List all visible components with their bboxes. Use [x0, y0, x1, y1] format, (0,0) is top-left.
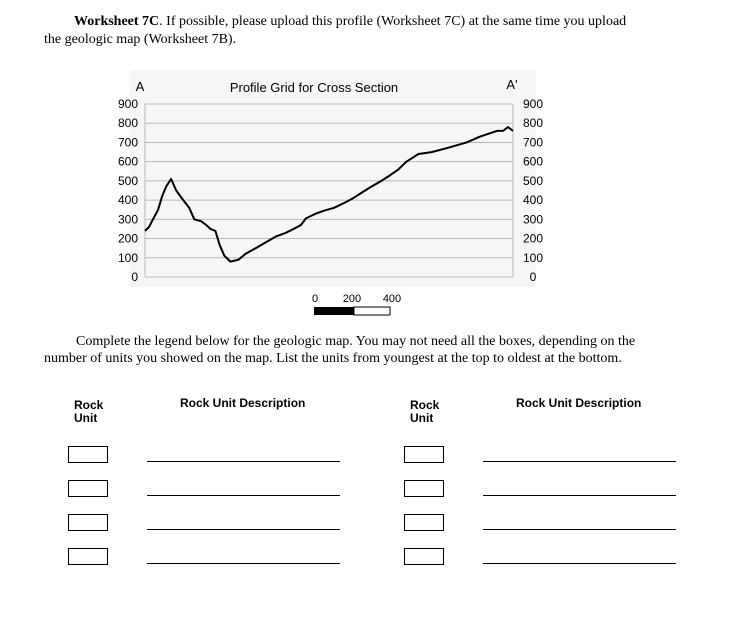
left-description-header: Rock Unit Description: [180, 396, 306, 410]
scale-bar-white: [354, 307, 390, 315]
description-line[interactable]: [483, 529, 676, 530]
y-tick-label-right: 700: [522, 135, 544, 150]
y-tick-label-right: 400: [522, 193, 544, 208]
description-line[interactable]: [147, 495, 340, 496]
scale-bar: [312, 293, 401, 315]
y-tick-label-right: 300: [522, 212, 544, 227]
right-description-header: Rock Unit Description: [516, 396, 642, 410]
y-tick-label-left: 800: [117, 116, 138, 131]
description-line[interactable]: [483, 495, 676, 496]
intro-text-line1: . If possible, please upload this profile (Worksheet 7C) at the same time you upload: [159, 14, 627, 29]
y-tick-label-right: 600: [522, 154, 544, 169]
y-tick-label-left: 500: [117, 173, 138, 188]
left-rock-unit-header: Rock Unit: [74, 398, 104, 425]
description-line[interactable]: [483, 461, 676, 462]
legend-instructions: [44, 333, 684, 367]
y-tick-label-left: 300: [117, 212, 138, 227]
label-a: A: [135, 79, 145, 94]
scale-label-0: 0: [311, 293, 319, 305]
y-tick-label-left: 400: [117, 193, 138, 208]
legend-instruction-line2: number of units you showed on the map. List the units from youngest at the top to oldest at the bottom.: [44, 351, 622, 366]
y-tick-label-left: 900: [117, 97, 138, 111]
intro-text-line2: the geologic map (Worksheet 7B).: [44, 32, 237, 47]
y-tick-label-left: 100: [117, 250, 138, 265]
description-line[interactable]: [147, 529, 340, 530]
chart-background: [130, 70, 536, 287]
legend-instruction-line1: Complete the legend below for the geologic map. You may not need all the boxes, depending on the: [76, 334, 636, 349]
description-line[interactable]: [147, 563, 340, 564]
label-a-prime: A': [506, 77, 518, 92]
rock-unit-box[interactable]: [68, 480, 108, 497]
scale-label-200: 200: [342, 293, 362, 305]
y-tick-label-right: 800: [522, 116, 544, 131]
y-tick-label-left: 0: [131, 270, 138, 284]
y-tick-label-right: 500: [522, 173, 544, 188]
y-tick-label-right: 900: [522, 97, 544, 111]
rock-unit-box[interactable]: [404, 446, 444, 463]
description-line[interactable]: [483, 563, 676, 564]
rock-unit-box[interactable]: [68, 514, 108, 531]
scale-label-400: 400: [382, 293, 402, 305]
scale-bar-black: [314, 307, 354, 315]
rock-unit-box[interactable]: [404, 514, 444, 531]
rock-unit-box[interactable]: [404, 480, 444, 497]
rock-unit-box[interactable]: [68, 548, 108, 565]
y-tick-label-left: 200: [117, 231, 138, 246]
y-tick-label-right: 100: [522, 250, 544, 265]
y-tick-label-right: 200: [522, 231, 544, 246]
right-rock-unit-header: Rock Unit: [410, 398, 440, 425]
rock-unit-box[interactable]: [404, 548, 444, 565]
worksheet-label: Worksheet 7C: [74, 14, 160, 29]
y-tick-label-left: 600: [117, 154, 138, 169]
chart-title: Profile Grid for Cross Section: [229, 80, 399, 95]
y-tick-label-left: 700: [117, 135, 138, 150]
rock-unit-box[interactable]: [68, 446, 108, 463]
description-line[interactable]: [147, 461, 340, 462]
y-tick-label-right: 0: [529, 270, 537, 284]
